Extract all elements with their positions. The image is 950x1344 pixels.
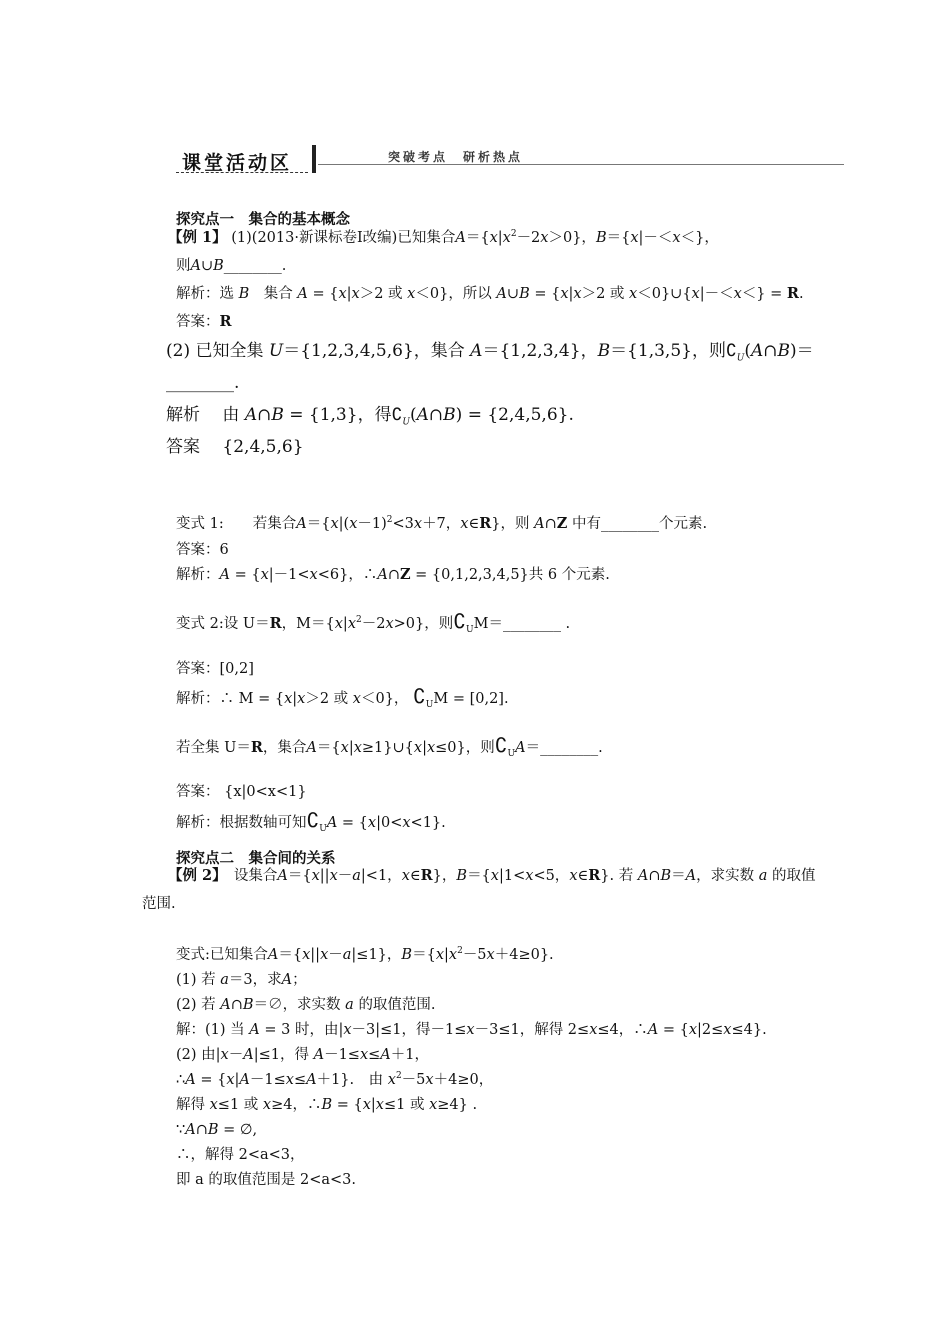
ex1-jiexi: 解析：选 B 集合 A = {x|x＞2 或 x＜0}，所以 A∪B = {x|x＞2 或 x＜0}∪{x|－＜x＜} = R. <box>176 285 804 302</box>
ex1-source: (1)(2013·新课标卷Ⅰ改编) <box>231 230 398 246</box>
jiexi-label: 解析： <box>176 691 220 707</box>
var4-text: ，求实数 <box>282 997 341 1013</box>
ex1-part2-jiexi: 解析 由 A∩B = {1,3}，得$∁_U(A\cap B) = \{2,4,5,6\}$. <box>166 405 574 428</box>
var4-text: ，得 <box>401 1022 431 1038</box>
var2-blank: ________ . <box>502 616 571 632</box>
header-divider-bar <box>312 145 316 173</box>
ex1-question-line1: 【例 1】 (1)(2013·新课标卷Ⅰ改编)已知集合$A=\{x|x^2-2x>0\}$，B＝{x|－＜x＜}， <box>168 229 719 246</box>
jiexi-label: 解析： <box>176 286 220 302</box>
var2-question: 变式 2:设 U＝R，$M=\{x|x^2-2x>0\}$，则$∁_UM=\_\_\_\_\_\_\_\_$ . <box>176 609 571 635</box>
header-rule <box>318 164 844 165</box>
var1-blank: ________ <box>600 516 659 532</box>
var3-answer <box>176 782 307 802</box>
ex1-text: ，得 <box>357 405 392 425</box>
var4-text: 解得 <box>176 1097 205 1113</box>
var4-text: ，求 <box>252 972 282 988</box>
jiexi-label: 解析 <box>166 405 200 425</box>
variant-label: 变式 1: <box>176 516 224 532</box>
var3-text: 根据数轴可知 <box>219 815 307 831</box>
var3-text: ，则 <box>465 740 495 756</box>
var1-question: 变式 1: 若集合$A=\{x|(x-1)^2<3x+7$，x∈R}，则 A∩Z 中有________个元素. <box>176 515 708 532</box>
ex2-question-line1: 【例 2】 设集合A＝{x||x－a|<1，x∈R}，B＝{x|1<x<5，x∈R}. 若 A∩B＝A，求实数 a 的取值 <box>168 867 816 884</box>
answer-value: {2,4,5,6} <box>222 437 304 457</box>
var4-text: 的取值范围. <box>358 997 436 1013</box>
section2-title: 探究点二 集合间的关系 <box>176 850 336 867</box>
ex2-label: 【例 2】 <box>168 867 220 884</box>
answer-label: 答案： <box>176 661 220 677</box>
section-header-title: 课堂活动区 <box>182 152 293 174</box>
answer-value: 6 <box>219 542 229 558</box>
var4-text: ，解得 <box>519 1022 564 1038</box>
answer-value: {x|0<x<1} <box>224 784 307 800</box>
jiexi-label: 解析： <box>176 815 220 831</box>
var2-text: M = [0,2]. <box>433 691 509 707</box>
var3-text: 若全集 U＝ <box>176 740 251 756</box>
var4-solution-7: 即 a 的取值范围是 2<a<3. <box>176 1172 356 1188</box>
var2-jiexi: 解析：∴ M = {x|x＞2 或 x＜0}， $∁_UM = [0,2]$. <box>176 684 509 710</box>
ex1-text: ，集合 <box>413 341 465 361</box>
answer-label: 答案： <box>176 542 220 558</box>
jiexi-label: 解析： <box>176 567 220 583</box>
ex1-label: 【例 1】 <box>168 229 227 246</box>
var4-text: (1) 当 <box>205 1022 245 1038</box>
ex1-text: ，所以 <box>448 286 492 302</box>
variant-label: 变式: <box>176 947 210 963</box>
variant-label: 变式 2: <box>176 616 224 632</box>
ex1-text: 已知集合 <box>397 230 456 246</box>
var3-jiexi: 解析：根据数轴可知$∁_UA = \{x|0<x<1\}$. <box>176 808 446 834</box>
var4-part2: (2) 若 A∩B＝∅，求实数 a 的取值范围. <box>176 997 436 1013</box>
var2-text: }， <box>384 691 409 707</box>
var4-question: 变式:已知集合A＝{x||x－a|≤1}，$B=\{x|x^2-5x+4\ge 0\}$. <box>176 946 554 963</box>
ex2-text: . 若 <box>609 868 634 884</box>
var4-solution-6: ∴，解得 2<a<3， <box>176 1147 305 1163</box>
answer-value: [0,2] <box>219 661 254 677</box>
ex2-text: 设集合 <box>233 868 278 884</box>
var2-text: ，M＝ <box>281 616 326 632</box>
section-header-subtitle: 突破考点 研析热点 <box>388 150 524 164</box>
ex1-answer <box>176 312 232 332</box>
ex1-part2-answer <box>166 435 304 459</box>
answer-label: 答案 <box>166 437 200 457</box>
var4-solution-5: ∵A∩B = ∅, <box>176 1122 258 1138</box>
var4-text: 由 <box>368 1072 384 1088</box>
var1-answer <box>176 540 229 560</box>
ex1-question-line2: 则A∪B________. <box>176 258 287 274</box>
header-dashed-underline <box>176 172 308 173</box>
var2-text: 设 U＝ <box>223 616 270 632</box>
ex1-text: 则 <box>176 258 191 274</box>
var4-text: ∵ <box>176 1122 186 1138</box>
ex2-text: 的取值 <box>772 868 816 884</box>
var4-solution-4: 解得 x≤1 或 x≥4，∴B = {x|x≤1 或 x≥4} . <box>176 1097 478 1113</box>
ex1-part2-blank: ________. <box>166 373 240 393</box>
var4-text: (2) 若 <box>176 997 216 1013</box>
ex1-text: 集合 <box>263 286 293 302</box>
var2-answer <box>176 659 254 679</box>
var1-text: 个元素. <box>658 516 708 532</box>
ex1-text: 由 <box>222 405 240 425</box>
ex2-text: ，求实数 <box>696 868 755 884</box>
var3-text: ，集合 <box>262 740 307 756</box>
var4-solution-3: ∴A = {x|A－1≤x≤A＋1}. 由 $x^2-5x+4\ge 0$， <box>176 1071 494 1088</box>
solution-label: 解： <box>176 1022 205 1038</box>
answer-label: 答案： <box>176 784 220 800</box>
var3-question: 若全集 U＝R，集合A＝{x|x≥1}∪{x|x≤0}，则$∁_UA=\_\_\_\_\_\_\_\_$. <box>176 733 603 759</box>
answer-value: R <box>219 313 232 330</box>
ex2-question-line2: 范围. <box>142 896 176 912</box>
var2-text: ∴ M = { <box>219 691 285 707</box>
ex1-text: ，则 <box>691 341 726 361</box>
ex1-part2-question: (2) 已知全集 U＝{1,2,3,4,5,6}，集合 A＝{1,2,3,4}，B＝{1,3,5}，则$∁_U(A\cap B)=$ <box>166 341 814 364</box>
var1-text: 共 6 个元素. <box>528 567 610 583</box>
var4-text: ，得 <box>279 1047 309 1063</box>
var4-text: 已知集合 <box>209 947 268 963</box>
ex1-text: (2) 已知全集 <box>166 341 264 361</box>
ex1-blank: ________. <box>223 258 287 274</box>
answer-label: 答案： <box>176 314 220 330</box>
var4-text: (1) 若 <box>176 972 216 988</box>
var1-text: 中有 <box>571 516 601 532</box>
var4-text: (2) 由 <box>176 1047 216 1063</box>
var4-solution-2: (2) 由|x－A|≤1，得 A－1≤x≤A＋1， <box>176 1047 430 1063</box>
var1-text: 若集合 <box>252 516 297 532</box>
var1-jiexi: 解析：A = {x|－1<x<6}，∴A∩Z = {0,1,2,3,4,5}共 6 个元素. <box>176 566 610 583</box>
ex1-text: ， <box>580 341 598 361</box>
var1-text: ，则 <box>500 516 530 532</box>
var2-text: ，则 <box>424 616 454 632</box>
var4-text: 时，由 <box>294 1022 339 1038</box>
ex1-text: 选 <box>219 286 234 302</box>
var3-blank: ________. <box>540 740 603 756</box>
var4-solution-1: 解：(1) 当 A = 3 时，由|x－3|≤1，得－1≤x－3≤1，解得 2≤x≤4，∴A = {x|2≤x≤4}. <box>176 1022 767 1038</box>
var4-text: 或 <box>243 1097 259 1113</box>
var4-part1: (1) 若 a＝3，求A； <box>176 972 307 988</box>
section1-title: 探究点一 集合的基本概念 <box>176 211 350 228</box>
